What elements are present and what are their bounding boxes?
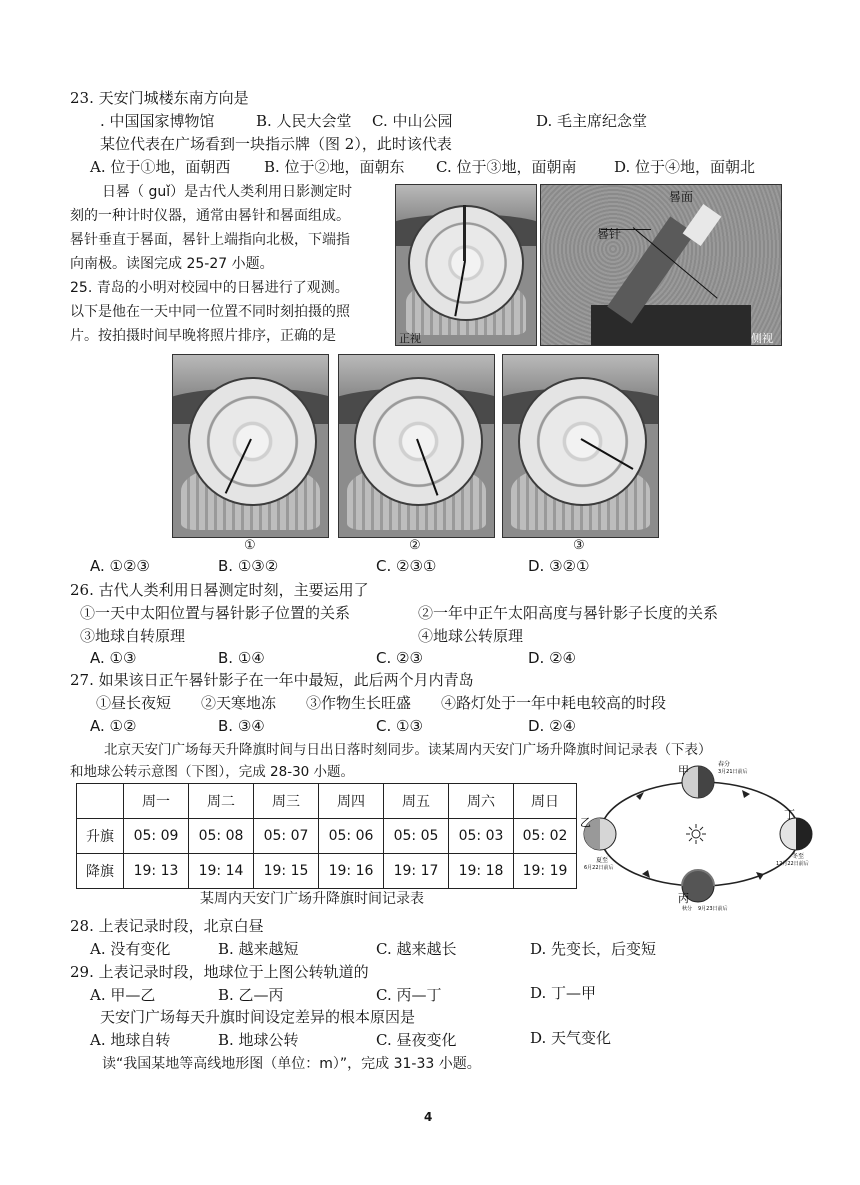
q26-stem: 26. 古代人类利用日晷测定时刻，主要运用了: [70, 581, 369, 599]
orbit-label-jia: 甲: [678, 764, 689, 777]
sun-icon: [686, 824, 706, 844]
q30-option-a: A. 地球自转: [90, 1031, 171, 1049]
q25-line3: 片。按拍摄时间早晚将照片排序，正确的是: [70, 328, 336, 344]
orbit-qiufen: 秋分: [682, 906, 693, 912]
q28-stem: 28. 上表记录时段，北京白昼: [70, 917, 264, 935]
table-row: [77, 854, 577, 889]
side-view-label: 侧视: [751, 332, 773, 345]
q26-option-a: A. ①③: [90, 649, 137, 667]
q24-option-a: A. 位于①地，面朝西: [90, 158, 231, 176]
flag-time-table: [76, 783, 577, 889]
intro-25-line3: 晷针垂直于晷面，晷针上端指向北极，下端指: [70, 232, 350, 248]
q25-line2: 以下是他在一天中同一位置不同时刻拍摄的照: [70, 304, 350, 320]
sundial-photo-3: [502, 354, 659, 538]
table-cell: 05: 03: [449, 819, 514, 854]
q30-option-d: D. 天气变化: [530, 1029, 612, 1047]
table-header-cell: [77, 784, 124, 819]
q27-option-d: D. ②④: [528, 717, 576, 735]
q30-option-c: C. 昼夜变化: [376, 1031, 457, 1049]
table-cell: 05: 02: [514, 819, 577, 854]
intro-28-line2: 和地球公转示意图（下图），完成 28-30 小题。: [70, 764, 355, 780]
intro-31: 读“我国某地等高线地形图（单位：m）”，完成 31-33 小题。: [102, 1056, 481, 1072]
table-cell: 05: 09: [124, 819, 189, 854]
orbit-dongzhi-date: 12月22日前后: [776, 861, 809, 867]
q26-statement-1: ①一天中太阳位置与晷针影子位置的关系: [80, 604, 351, 622]
orbit-qiufen-date: 9月23日前后: [698, 906, 728, 912]
table-header-cell: 周日: [514, 784, 577, 819]
q29-option-d: D. 丁—甲: [530, 984, 597, 1002]
intro-25-line4: 向南极。读图完成 25-27 小题。: [70, 256, 274, 272]
table-cell: 05: 06: [319, 819, 384, 854]
q28-option-b: B. 越来越短: [218, 940, 299, 958]
q30-option-b: B. 地球公转: [218, 1031, 299, 1049]
table-cell: 05: 05: [384, 819, 449, 854]
q27-option-a: A. ①②: [90, 717, 137, 735]
sundial-front-photo: [395, 184, 537, 346]
q26-option-b: B. ①④: [218, 649, 265, 667]
table-cell: 19: 15: [254, 854, 319, 889]
orbit-dongzhi: 冬至: [792, 853, 805, 860]
orbit-chunfen: 春分: [718, 761, 731, 768]
orbit-chunfen-date: 3月21日前后: [718, 769, 748, 775]
q23-option-d: D. 毛主席纪念堂: [536, 112, 648, 130]
q26-statement-2: ②一年中正午太阳高度与晷针影子长度的关系: [418, 604, 719, 622]
table-cell: 19: 18: [449, 854, 514, 889]
gui-mian-label: 晷面: [669, 190, 694, 204]
earth-ding: [780, 818, 812, 850]
orbit-xiazhi-date: 6月22日前后: [584, 865, 614, 871]
q29-option-b: B. 乙—丙: [218, 986, 284, 1004]
orbit-label-bing: 丙: [678, 892, 689, 905]
table-caption: 某周内天安门广场升降旗时间记录表: [200, 891, 424, 907]
table-cell: 19: 16: [319, 854, 384, 889]
q27-statements: ①昼长夜短 ②天寒地冻 ③作物生长旺盛 ④路灯处于一年中耗电较高的时段: [96, 694, 667, 712]
table-header-cell: 周四: [319, 784, 384, 819]
table-cell: 19: 17: [384, 854, 449, 889]
table-cell: 降旗: [77, 854, 124, 889]
photo-2-number: ②: [409, 538, 421, 553]
q23-option-c: C. 中山公园: [372, 112, 453, 130]
q25-option-c: C. ②③①: [376, 557, 437, 575]
q23-option-b: B. 人民大会堂: [256, 112, 352, 130]
q25-line1: 25. 青岛的小明对校园中的日晷进行了观测。: [70, 280, 349, 296]
intro-28-line1: 北京天安门广场每天升降旗时间与日出日落时刻同步。读某周内天安门广场升降旗时间记录表（下表）: [104, 742, 712, 758]
q24-option-c: C. 位于③地，面朝南: [436, 158, 577, 176]
table-header-row: [77, 784, 577, 819]
q24-option-b: B. 位于②地，面朝东: [264, 158, 405, 176]
q25-option-b: B. ①③②: [218, 557, 279, 575]
intro-25-line2: 刻的一种计时仪器，通常由晷针和晷面组成。: [70, 208, 350, 224]
q29-option-a: A. 甲—乙: [90, 986, 156, 1004]
q27-option-c: C. ①③: [376, 717, 423, 735]
q25-option-d: D. ③②①: [528, 557, 590, 575]
intro-25-line1: 日晷（ guǐ）是古代人类利用日影测定时: [102, 184, 353, 200]
q24-stem: 某位代表在广场看到一块指示牌（图 2），此时该代表: [100, 135, 452, 153]
table-header-cell: 周三: [254, 784, 319, 819]
q26-option-d: D. ②④: [528, 649, 576, 667]
table-row: [77, 819, 577, 854]
table-cell: 19: 14: [189, 854, 254, 889]
q30-stem: 天安门广场每天升旗时间设定差异的根本原因是: [100, 1008, 416, 1026]
table-cell: 05: 08: [189, 819, 254, 854]
earth-orbit-diagram: [578, 760, 828, 915]
q28-option-c: C. 越来越长: [376, 940, 457, 958]
q27-stem: 27. 如果该日正午晷针影子在一年中最短，此后两个月内青岛: [70, 671, 474, 689]
q29-stem: 29. 上表记录时段，地球位于上图公转轨道的: [70, 963, 369, 981]
q26-option-c: C. ②③: [376, 649, 423, 667]
q23-option-a: . 中国国家博物馆: [100, 112, 215, 130]
table-header-cell: 周六: [449, 784, 514, 819]
q26-statement-3: ③地球自转原理: [80, 627, 186, 645]
sundial-side-photo: [540, 184, 782, 346]
table-header-cell: 周二: [189, 784, 254, 819]
table-header-cell: 周一: [124, 784, 189, 819]
orbit-label-ding: 丁: [784, 808, 795, 821]
q29-option-c: C. 丙—丁: [376, 986, 442, 1004]
table-cell: 19: 19: [514, 854, 577, 889]
table-cell: 05: 07: [254, 819, 319, 854]
q23-stem: 23. 天安门城楼东南方向是: [70, 89, 249, 107]
sundial-photo-1: [172, 354, 329, 538]
table-cell: 19: 13: [124, 854, 189, 889]
photo-1-number: ①: [244, 538, 256, 553]
photo-3-number: ③: [573, 538, 585, 553]
sundial-photo-2: [338, 354, 495, 538]
q25-option-a: A. ①②③: [90, 557, 150, 575]
q26-statement-4: ④地球公转原理: [418, 627, 524, 645]
orbit-xiazhi: 夏至: [596, 857, 609, 864]
q28-option-a: A. 没有变化: [90, 940, 171, 958]
q27-option-b: B. ③④: [218, 717, 265, 735]
gui-zhen-label: 晷针: [597, 227, 622, 241]
q24-option-d: D. 位于④地，面朝北: [614, 158, 756, 176]
orbit-label-yi: 乙: [580, 816, 591, 829]
table-cell: 升旗: [77, 819, 124, 854]
q28-option-d: D. 先变长，后变短: [530, 940, 657, 958]
front-view-label: 正视: [399, 332, 421, 345]
page-number: 4: [424, 1110, 433, 1124]
table-header-cell: 周五: [384, 784, 449, 819]
